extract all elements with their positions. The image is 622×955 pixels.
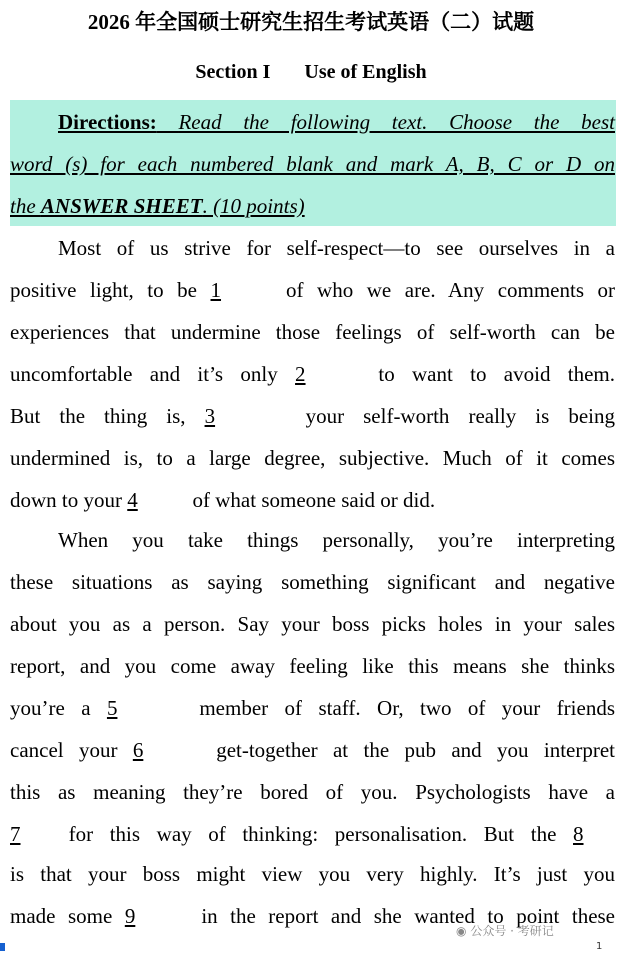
passage-line: undermined is, to a large degree, subjective. Much of it comes xyxy=(10,446,615,470)
blank-1: 1 xyxy=(210,278,222,302)
directions-line-1: Directions: Read the following text. Choose the best xyxy=(58,110,615,134)
passage-line: about you as a person. Say your boss picks holes in your sales xyxy=(10,612,615,636)
section-name: Use of English xyxy=(304,61,427,83)
passage-line: these situations as saying something significant and negative xyxy=(10,570,615,594)
passage-line: 7 for this way of thinking: personalisation. But the 8 xyxy=(10,813,615,855)
passage-line: experiences that undermine those feelings of self-worth can be xyxy=(10,320,615,344)
section-label: Section I xyxy=(195,61,271,83)
directions-label: Directions: xyxy=(58,110,157,134)
passage-line: When you take things personally, you’re interpreting xyxy=(58,528,615,552)
page-number: 1 xyxy=(596,941,603,952)
passage-line: you’re a 5 member of staff. Or, two of your friends xyxy=(10,687,615,729)
blank-6: 6 xyxy=(132,738,144,762)
passage-line: is that your boss might view you very highly. It’s just you xyxy=(10,862,615,886)
passage-line: positive light, to be 1 of who we are. Any comments or xyxy=(10,269,615,311)
edge-marker xyxy=(0,943,5,951)
blank-5: 5 xyxy=(106,696,118,720)
passage-line: uncomfortable and it’s only 2 to want to avoid them. xyxy=(10,353,615,395)
wechat-icon: ◉ xyxy=(456,924,467,938)
blank-3: 3 xyxy=(204,404,216,428)
passage-line: Most of us strive for self-respect—to see ourselves in a xyxy=(58,236,615,260)
watermark: ◉ 公众号 · 考研记 xyxy=(456,924,554,938)
passage-line: But the thing is, 3 your self-worth really is being xyxy=(10,395,615,437)
answer-sheet-text: ANSWER SHEET xyxy=(40,194,203,218)
passage-line: this as meaning they’re bored of you. Psychologists have a xyxy=(10,780,615,804)
blank-9: 9 xyxy=(124,904,136,928)
blank-8: 8 xyxy=(573,822,584,846)
passage-line: made some 9 in the report and she wanted to point these xyxy=(10,895,615,937)
exam-title: 2026 年全国硕士研究生招生考试英语（二）试题 xyxy=(87,10,535,34)
blank-7: 7 xyxy=(10,822,21,846)
section-heading xyxy=(0,58,622,86)
passage-line: down to your 4 of what someone said or did. xyxy=(10,479,615,521)
blank-4: 4 xyxy=(127,488,138,512)
directions-line-2: word (s) for each numbered blank and mark A, B, C or D on xyxy=(10,152,615,176)
blank-2: 2 xyxy=(295,362,306,386)
passage-line: report, and you come away feeling like this means she thinks xyxy=(10,654,615,678)
passage-line: cancel your 6 get-together at the pub and you interpret xyxy=(10,729,615,771)
directions-line-3: the ANSWER SHEET. (10 points) xyxy=(10,194,305,218)
